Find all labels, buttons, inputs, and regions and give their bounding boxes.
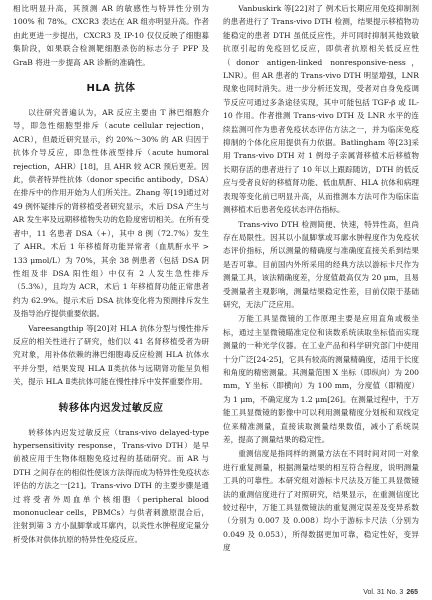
paragraph: 万能工具显微镜的工作原理主要是应用直角或极坐标，通过主显微镜瞄准定位和读数系统读取坐标值而实现测量的一种光学仪器。在工业产品和科学研究部门中使用十分广泛[24-25]，它具有较高的测量精确度，适用于长度和角度的精密测量。其测量范围 X 坐标（即纵向）为 200 mm，Y 坐标（即横向）为 100 mm，分度值（即精度）为 1 μm，不确定度为 1.2 μm[26]。在测量过程中，于万能工具显微镜的影像中可以利用测量精度分划板和双线定位来精准测量，直接读取测量结果数值，减小了系统误差，提高了测量结果的稳定性。 — [223, 314, 419, 444]
page-footer — [363, 589, 418, 596]
paragraph: 相比明显升高，其预测 AR 的敏感性与特异性分别为 100% 和 78%。CXCR3 表达在 AR 组亦明显升高。作者由此更进一步提出，CXCR3 及 IP-10 仅仅反映了细胞募集阶段，如果联合检测靶细胞杀伤的标志分子 PFP 及 GraB 将进一步提高 AR 诊断的准确性。 — [13, 4, 209, 67]
paragraph: Vanbuskirk 等[22]对了 例术后长期应用免疫抑制剂的患者进行了 Trans-vivo DTH 检测，结果提示移植物功能稳定的患者 DTH 虽低反应性，并可同时抑制其他致敏抗原引起的免疫回忆反应，即供者抗原相关低反应性（donor antigen-linked nonresponsive-ness，LNR）。但 AR 患者的 Trans-vivo DTH 明显增强，LNR 现象也同时消失。进一步分析还发现，受者对自身免疫调节反应可通过多条途径实现，其中可能包括 TGF-β 或 IL-10 作用。作者推测 Trans-vivo DTH 及 LNR 水平的连续监测可作为患者免疫状态评估方法之一，并为临床免疫抑制的个体化应用提供有力依据。Batlingham 等[23]采用 Trans-vivo DTH 对 1 例母子亲属肾移植术后移植物长期存活的患者进行了 10 年以上跟踪随访，DTH 的低反应与受者良好的移植肾功能、低血肌酐、HLA 抗体和病理表现等变化前已明显升高，从而推测本方法可作为临床监测移植术后患者免疫状态评估指标。 — [223, 4, 419, 215]
paragraph: Vareesangthip 等[20]对 HLA 抗体分型与慢性排斥反应的相关性进行了研究，他们以 41 名肾移植受者为研究对象，用补体依赖的淋巴细胞毒反应检测 HLA 抗体水平并分型，结果发现 HLA Ⅱ类抗体与远期肾功能呈负相关，提示 HLA Ⅱ类抗体可能在慢性排斥中发挥重要作用。 — [13, 323, 209, 387]
journal-volume: Vol. 31 No. 3 — [363, 589, 404, 596]
left-column — [13, 2, 209, 547]
section-heading-hla: HLA 抗体 — [86, 83, 136, 95]
paragraph: 以往研究普遍认为，AR 反应主要由 T 淋巴细胞介导，即急性细胞型排斥（acute cellular rejection，ACR），但最近研究显示，约 20%～30% 的 AR 归因于抗体介导反应，即急性体液型排斥（acute humoral rejection，AHR）[18]，且 AHR 较 ACR 预后更差。因此，供者特异性抗体（donor specific antibody，DSA）在排斥中的作用开始为人们所关注。Zhang 等[19]通过对 49 例怀疑排斥的肾移植受者研究显示，术后 DSA 产生与 AR 发生率及远期移植物失功的危险度密切相关。在所有受者中，11 名患者 DSA（+），其中 8 例（72.7%）发生了 AHR。术后 1 年移植肾功能异常者（血肌酐水平 > 133 μmol/L）为 70%，其余 38 例患者（包括 DSA 阴性组及非 DSA 阳性组）中仅有 2 人发生急性排斥（5.3%），且均为 ACR，术后 1 年移植肾功能正常患者约为 62.9%。提示术后 DSA 抗体变化将为预测排斥发生及指导治疗提供重要依据。 — [13, 108, 209, 319]
section-heading-trans-vivo-dth: 转移体内迟发过敏反应 — [58, 402, 164, 414]
paragraph: 转移体内迟发过敏反应（trans-vivo delayed-type hypersensitivity response，Trans-vivo DTH）是早前被应用于生物体细胞免疫过程的基础研究。而 AR 与 DTH 之间存在的相似性使该方法得而成为特异性免疫状态评估的方法之一[21]。Trans-vivo DTH 的主要步骤是通过将受者外周血单个核细胞（peripheral blood mononuclear cells，PBMCs）与供者刺激原混合后，注射到第 3 方小鼠脚掌或耳廓内，以炎性水肿程度定量分析受体对供体抗原的特异性免疫反应。 — [13, 427, 209, 544]
paragraph: 重测信度是指同样的测量方法在不同时间对同一对象进行重复测量，根据测量结果的相互符合程度，说明测量工具的可靠性。本研究组对游标卡尺法及万能工具显微镜法的重测信度进行了对照研究，结果显示，在重测信度比较过程中，万能工具显微镜法的重复测定误差及变异系数（分别为 0.007 及 0.008）均小于游标卡尺法（分别为 0.049 及 0.053），所得数据更加可靠，稳定性好，变异度 — [223, 449, 419, 553]
paragraph: Trans-vivo DTH 检测简便、快速，特异性高，但尚存在局限性。因其以小鼠脚掌或耳廓水肿程度作为免疫状态评价指标，所以测量的精确度与准确度直接关系到结果是否可靠。目前国内外所采用的经典方法以游标卡尺作为测量工具，该法精确度差，分度值最高仅为 20 μm，且易受测量者主观影响，测量结果稳定性差，目前仅限于基础研究，无法广泛应用。 — [223, 219, 419, 309]
right-column — [223, 2, 419, 556]
page-number: 265 — [406, 589, 418, 596]
